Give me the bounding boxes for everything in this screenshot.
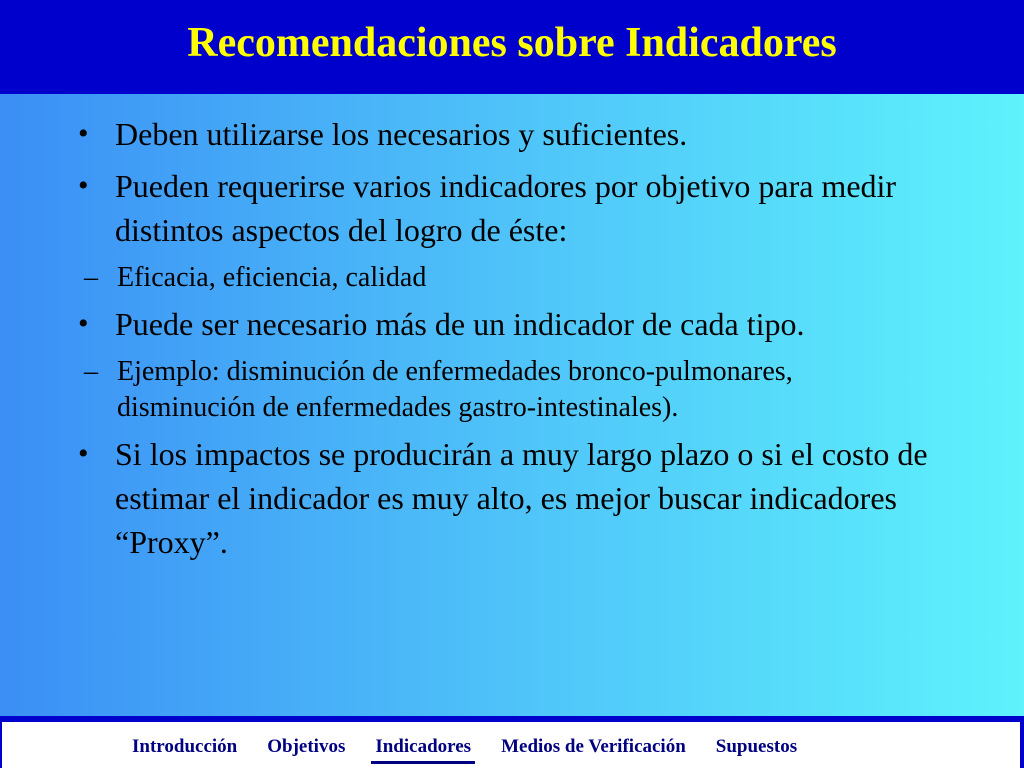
nav-item-objetivos[interactable]: Objetivos — [267, 736, 346, 757]
sub-list-container — [74, 354, 934, 426]
sub-bullet-text: Ejemplo: disminución de enfermedades bronco-pulmonares, disminución de enfermedades gastro-intestinales). — [117, 356, 793, 423]
bullet-item-4 — [74, 432, 934, 564]
bullet-item-1 — [74, 112, 934, 156]
slide-title: Recomendaciones sobre Indicadores — [187, 20, 837, 66]
bullet-text: Deben utilizarse los necesarios y suficientes. — [115, 116, 688, 152]
nav-item-indicadores[interactable]: Indicadores — [375, 736, 472, 757]
bullet-text: Pueden requerirse varios indicadores por objetivo para medir distintos aspectos del logro de éste: — [115, 168, 897, 248]
nav-bar — [2, 720, 1020, 768]
sub-bullet-item — [74, 354, 934, 426]
nav-item-supuestos[interactable]: Supuestos — [715, 736, 798, 757]
slide-header — [0, 0, 1024, 94]
sub-list-container — [74, 260, 934, 296]
sub-bullet-text: Eficacia, eficiencia, calidad — [117, 262, 427, 293]
bullet-item-3 — [74, 302, 934, 346]
sub-bullet-item — [74, 260, 934, 296]
bullet-item-2 — [74, 164, 934, 252]
bullet-text: Si los impactos se producirán a muy largo plazo o si el costo de estimar el indicador es muy alto, es mejor buscar indicadores “Proxy”. — [115, 436, 928, 560]
slide-content — [0, 94, 1024, 716]
nav-item-introduccion[interactable]: Introducción — [132, 736, 238, 757]
bullet-list — [74, 112, 934, 572]
nav-item-medios-de-verificacion[interactable]: Medios de Verificación — [501, 736, 686, 757]
slide-footer — [0, 716, 1024, 768]
sub-list — [74, 354, 934, 426]
sub-list — [74, 260, 934, 296]
bullet-text: Puede ser necesario más de un indicador de cada tipo. — [115, 306, 805, 342]
section-nav — [132, 736, 827, 758]
